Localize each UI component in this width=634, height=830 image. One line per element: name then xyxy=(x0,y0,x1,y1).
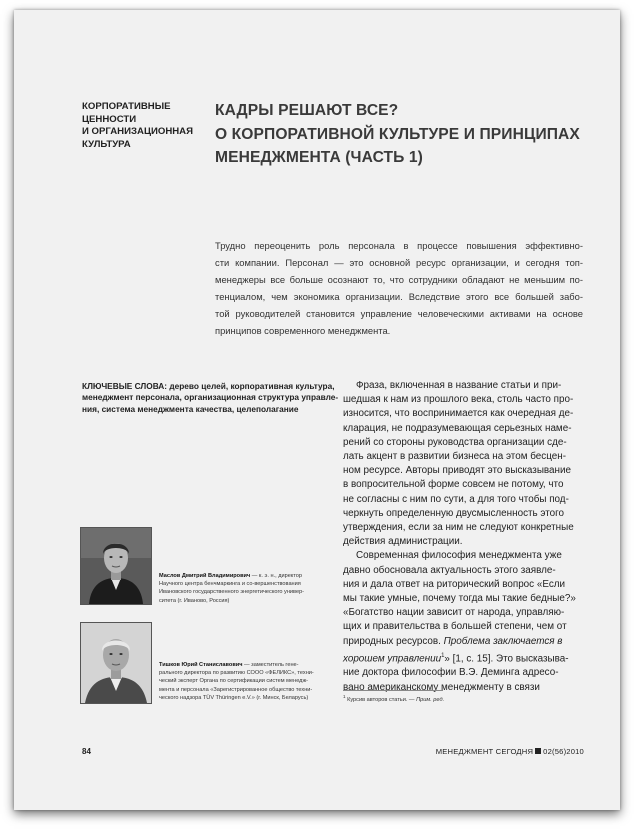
section-rubric: КОРПОРАТИВНЫЕ ЦЕННОСТИ И ОРГАНИЗАЦИОННАЯ КУЛЬТУРА xyxy=(82,101,193,150)
journal-footer xyxy=(436,747,584,756)
page-number: 84 xyxy=(82,747,91,756)
author-photo-tishkov xyxy=(80,622,152,704)
keywords-label: КЛЮЧЕВЫЕ СЛОВА: xyxy=(82,381,168,391)
keywords-block: КЛЮЧЕВЫЕ СЛОВА: дерево целей, корпоративная культура, менеджмент персонала, организационная структура управле- ния, система менеджмента качества, целеполагание xyxy=(82,381,339,414)
author-photo-maslov xyxy=(80,527,152,605)
article-title: КАДРЫ РЕШАЮТ ВСЕ? О КОРПОРАТИВНОЙ КУЛЬТУРЕ И ПРИНЦИПАХ МЕНЕДЖМЕНТА (ЧАСТЬ 1) xyxy=(215,102,580,166)
lead-paragraph: Трудно переоценить роль персонала в процессе повышения эффективно- сти компании. Персонал — это основной ресурс организации, и сегодня топ- менеджеры все больше осознают то, что сотрудники обладают не меньшим по- тенциалом, чем экономика организации. Вследствие этого все большей забо- той руководителей становится управление человеческими активами на основе принципов современного менеджмента. xyxy=(215,240,583,336)
footnote-divider xyxy=(343,690,443,691)
footnote: $^1$ Курсив авторов статьи. — Прим. ред. xyxy=(343,694,445,703)
article-body: Фраза, включенная в название статьи и при- шедшая к нам из прошлого века, столь часто про- износится, что воспринимается как очередная де- кларация, не подразумевающая серьезных наме- рений со стороны руководства организации сде- лать акцент в развитии бизнеса на этом бесцен- ном ресурсе. Авторы приводят это высказывание в вопросительной форме совсем не потому, что не согласны с ним по сути, а для того чтобы под- черкнуть определенную двусмысленность этого утверждения, если за ним не следуют конкретные действия администрации. Современная философия менеджмента уже давно обосновала актуальность этого заявле- ния и дала ответ на риторический вопрос «Если мы такие умные, почему тогда мы такие бедные?» «Богатство нации зависит от народа, управляю- щих и правительства в большей степени, чем от природных ресурсов. Проблема заключается в хорошем управлении$^1$» [1, с. 15]. Это высказыва- ние доктора философии В.Э. Деминга адресо- вано американскому менеджменту в связи xyxy=(343,380,576,693)
journal-name: МЕНЕДЖМЕНТ СЕГОДНЯ xyxy=(435,747,534,756)
author-bio-tishkov: Тишков Юрий Станиславович — заместитель гене- рального директора по развитию СООО «ФЕЛИКС», техни- ческий эксперт Органа по сертификации систем менедж- мента и персонала «Зарегистрированное общество техни- ческого надзора TÜV Thüringen e.V.» (г. Минск, Беларусь) xyxy=(159,662,314,701)
journal-issue: 02(56)2010 xyxy=(543,747,584,756)
author-bio-maslov: Маслов Дмитрий Владимирович — к. э. н., директор Научного центра бенчмаркинга и со-вершенствования Ивановского государственного энергетического универ- ситета (г. Иваново, Россия) xyxy=(159,573,305,604)
square-bullet-icon xyxy=(535,748,541,754)
